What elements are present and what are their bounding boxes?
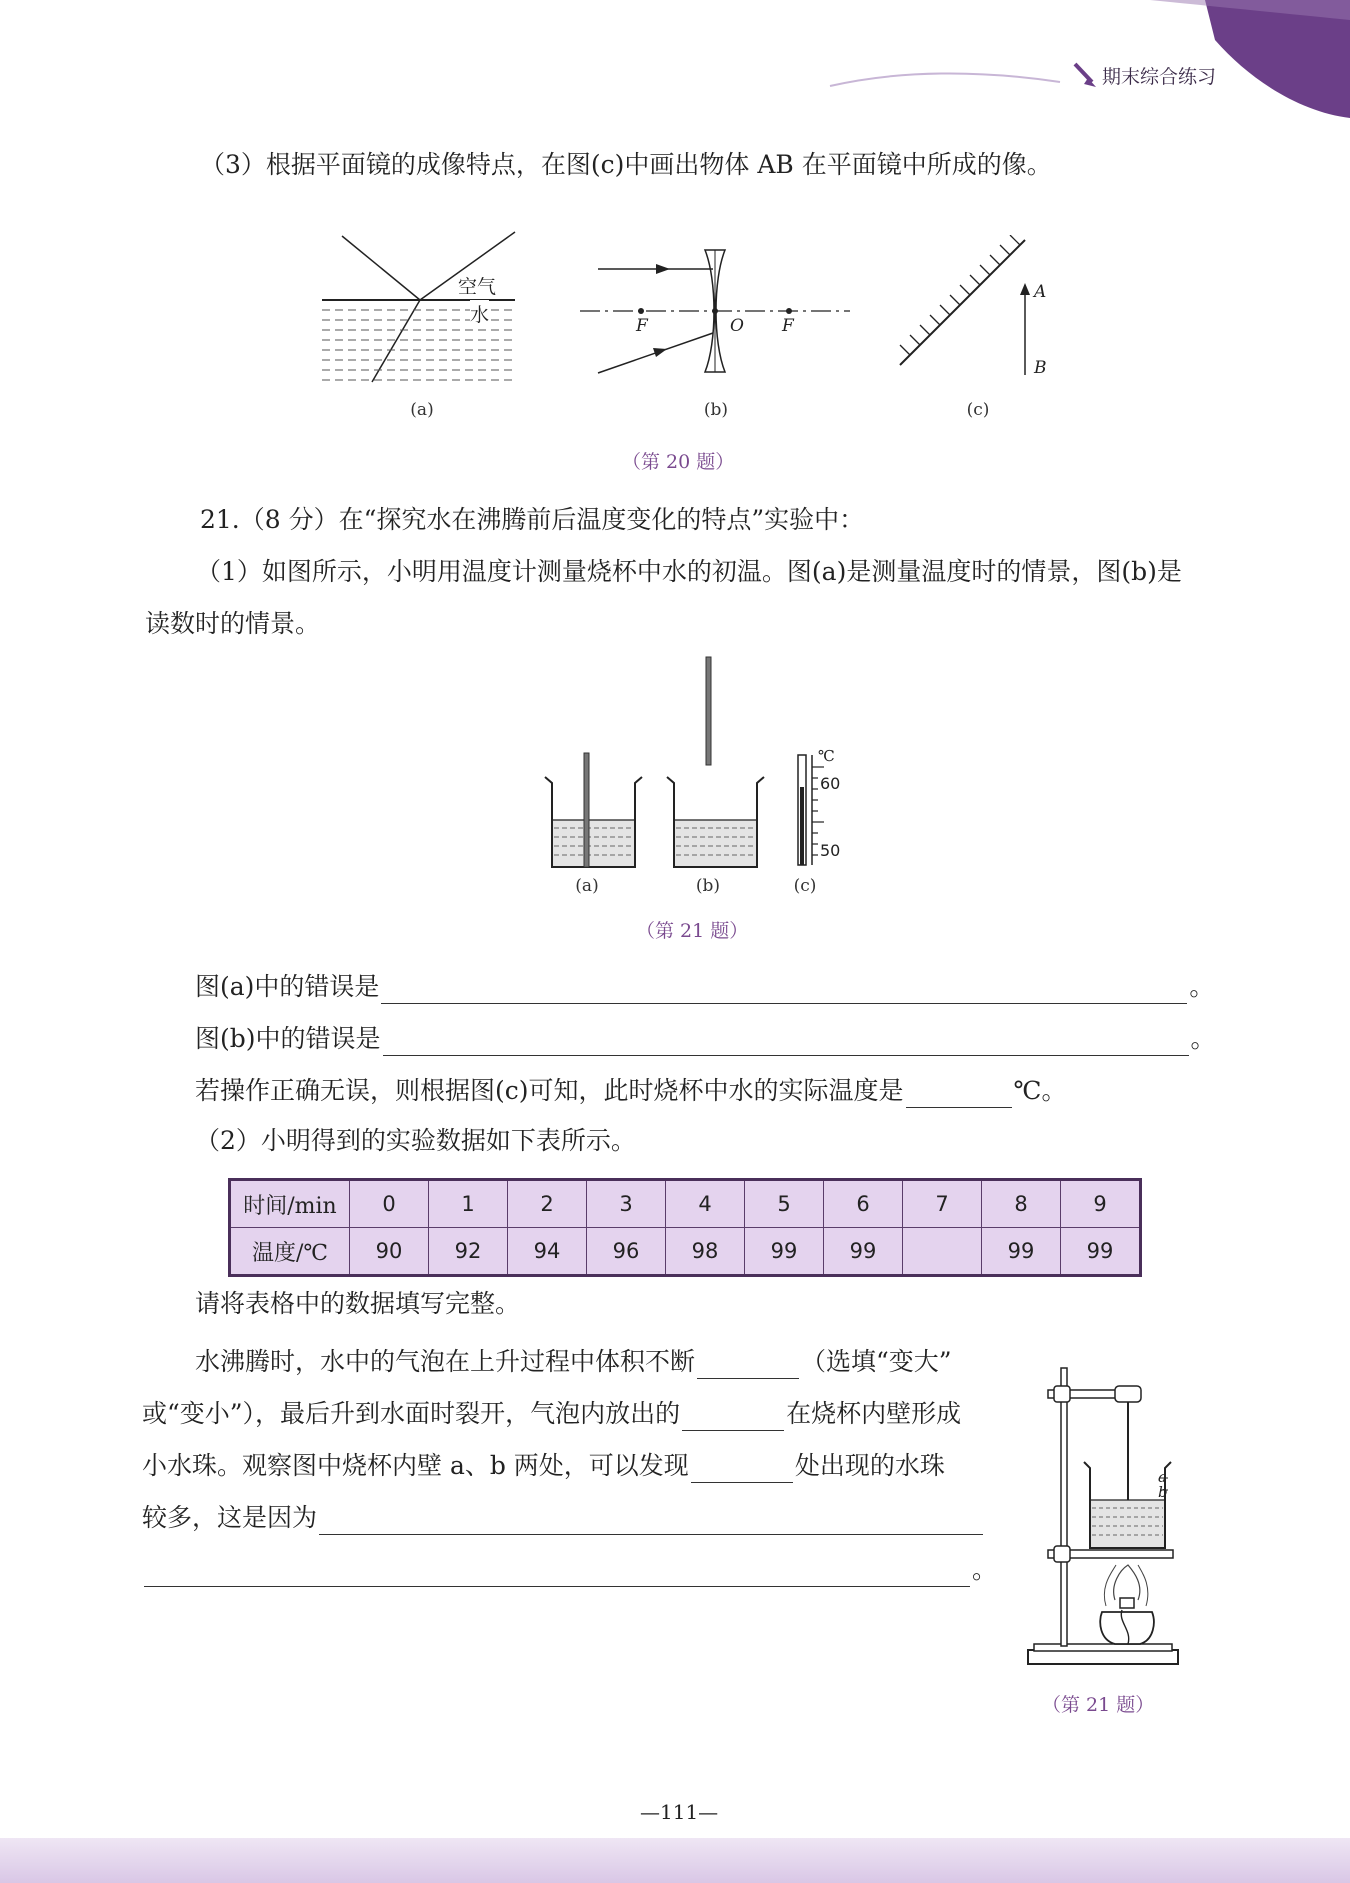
time-cell: 0 [350,1180,429,1228]
time-row [230,1180,1141,1228]
fig20b-f-left: F [636,316,648,336]
fig20c-caption: (c) [966,400,990,420]
boil-blank-1[interactable] [697,1352,799,1379]
time-cell: 5 [745,1180,824,1228]
q21-part2: （2）小明得到的实验数据如下表所示。 [195,1126,636,1155]
boil-blank-2[interactable] [682,1404,784,1431]
fig21-unit: ℃ [818,747,835,765]
temp-cell: 92 [429,1228,508,1276]
fig20a-water-label: 水 [470,300,489,327]
time-cell: 8 [982,1180,1061,1228]
q21-intro: 21.（8 分）在“探究水在沸腾前后温度变化的特点”实验中： [200,505,865,534]
boil-blank-3[interactable] [691,1456,793,1483]
temp-suffix: ℃。 [1013,1076,1067,1105]
temp-header: 温度/℃ [230,1228,350,1276]
fig20b-caption: (b) [703,400,729,420]
q21-part1-line2: 读数时的情景。 [145,609,321,638]
time-cell: 7 [903,1180,982,1228]
temp-cell-blank[interactable] [903,1228,982,1276]
fig20a-air-label: 空气 [458,276,497,298]
fig20c-label-b: B [1034,358,1047,378]
time-cell: 1 [429,1180,508,1228]
boil-blank-5[interactable] [144,1560,970,1587]
fig20a-caption: (a) [410,400,434,420]
data-table [228,1178,1142,1277]
fig20b-lens-diagram [578,245,853,385]
boil-period: 。 [972,1555,998,1584]
fig21-tick-60: 60 [820,774,841,793]
fig21a-caption: (a) [575,876,599,896]
q21-part1-line1: （1）如图所示，小明用温度计测量烧杯中水的初温。图(a)是测量温度时的情景，图(b)是 [196,557,1182,586]
time-cell: 9 [1061,1180,1141,1228]
time-cell: 6 [824,1180,903,1228]
fig21c-caption: (c) [793,876,817,896]
boil-line4: 较多，这是因为 [142,1503,318,1532]
temp-cell: 99 [1061,1228,1141,1276]
stand-label-a: a [1158,1468,1167,1486]
stand-caption: （第 21 题） [1042,1694,1155,1716]
fig20c-label-a: A [1034,282,1047,302]
boil-line3-b: 处出现的水珠 [794,1451,945,1480]
err-a-period: 。 [1189,972,1215,1001]
temp-cell: 90 [350,1228,429,1276]
temp-cell: 99 [745,1228,824,1276]
err-b-period: 。 [1190,1024,1216,1053]
fig21b-caption: (b) [695,876,721,896]
boil-line1-b: （选填“变大” [801,1347,952,1376]
fig21-tick-50: 50 [820,841,841,860]
fig21-caption: （第 21 题） [636,920,749,942]
err-a-blank[interactable] [381,977,1187,1004]
err-b-label: 图(b)中的错误是 [195,1024,381,1053]
temp-blank[interactable] [906,1081,1012,1108]
boil-line2-a: 或“变小”），最后升到水面时裂开，气泡内放出的 [142,1399,681,1428]
temp-cell: 99 [824,1228,903,1276]
stand-label-b: b [1158,1483,1168,1501]
temp-row [230,1228,1141,1276]
boiling-apparatus-diagram [1020,1360,1180,1670]
footer-band [0,1838,1350,1883]
fig20-caption: （第 20 题） [622,451,735,473]
fig20c-mirror-diagram [895,235,1045,385]
fill-table-text: 请将表格中的数据填写完整。 [195,1289,521,1318]
err-b-blank[interactable] [383,1029,1189,1056]
temp-cell: 98 [666,1228,745,1276]
fig20b-f-right: F [782,316,794,336]
boil-line1-a: 水沸腾时，水中的气泡在上升过程中体积不断 [195,1347,696,1376]
time-cell: 2 [508,1180,587,1228]
err-a-label: 图(a)中的错误是 [195,972,380,1001]
temp-cell: 99 [982,1228,1061,1276]
q20-part3-text: （3）根据平面镜的成像特点，在图(c)中画出物体 AB 在平面镜中所成的像。 [200,150,1052,179]
boil-line3-a: 小水珠。观察图中烧杯内壁 a、b 两处，可以发现 [142,1451,689,1480]
section-title: 期末综合练习 [1102,66,1217,88]
temp-cell: 96 [587,1228,666,1276]
boil-blank-4[interactable] [319,1508,983,1535]
temp-cell: 94 [508,1228,587,1276]
page-number: —111— [640,1800,719,1824]
fig20b-o-label: O [730,316,744,336]
time-header: 时间/min [230,1180,350,1228]
time-cell: 4 [666,1180,745,1228]
time-cell: 3 [587,1180,666,1228]
fig20a-refraction-diagram [320,230,520,390]
boil-line2-b: 在烧杯内壁形成 [786,1399,962,1428]
temp-question: 若操作正确无误，则根据图(c)可知，此时烧杯中水的实际温度是 [195,1076,904,1105]
